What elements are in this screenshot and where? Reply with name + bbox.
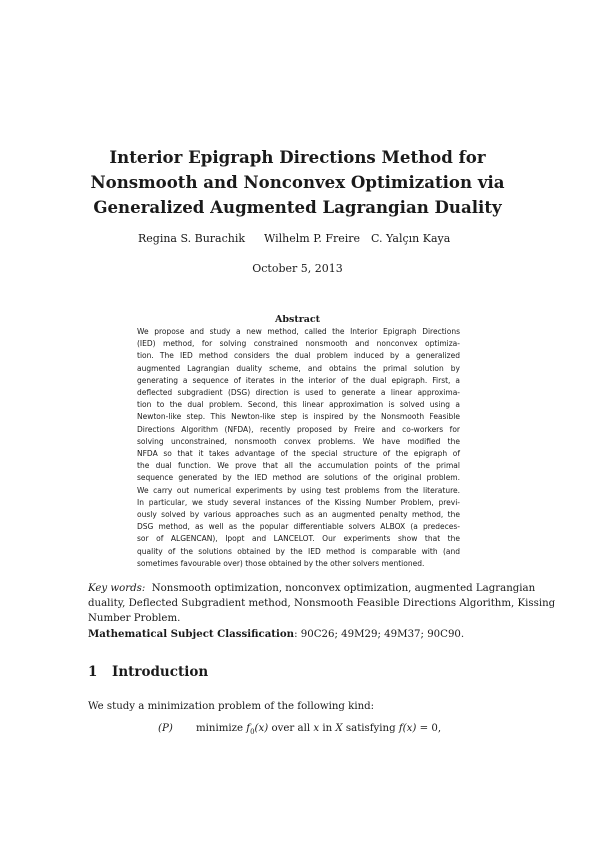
abstract-line: solving unconstrained, nonsmooth convex problems. We have modified the bbox=[137, 436, 460, 446]
abstract-line: We carry out numerical experiments by using test problems from the literature. bbox=[137, 485, 460, 495]
equation-symbol: (x) bbox=[254, 723, 269, 734]
abstract-line: (IED) method, for solving constrained nonsmooth and nonconvex optimiza- bbox=[137, 339, 460, 349]
keywords-line: duality, Deflected Subgradient method, Nonsmooth Feasible Directions Algorithm, Kissing bbox=[88, 598, 556, 610]
author-name: C. Yalçın Kaya bbox=[371, 232, 451, 245]
equation-text: = 0, bbox=[416, 723, 442, 734]
equation-symbol: f bbox=[246, 723, 251, 734]
keywords-text: Nonsmooth optimization, nonconvex optimization, augmented Lagrangian bbox=[151, 583, 536, 594]
equation-symbol: X bbox=[335, 723, 343, 734]
equation-symbol: f bbox=[398, 723, 403, 734]
keywords-line: Number Problem. bbox=[88, 613, 181, 625]
abstract-line: generating a sequence of iterates in the interior of the dual epigraph. First, a bbox=[137, 375, 460, 385]
author-name: Regina S. Burachik bbox=[138, 232, 246, 245]
paper-date: October 5, 2013 bbox=[252, 262, 343, 275]
equation-symbol: x bbox=[313, 723, 320, 734]
abstract-line: sequence generated by the IED method are solutions of the original problem. bbox=[137, 473, 460, 483]
paper-title bbox=[60, 145, 535, 220]
section-heading bbox=[88, 664, 208, 680]
msc-paragraph bbox=[88, 628, 508, 641]
equation-body bbox=[196, 722, 441, 739]
abstract-line: sometimes favourable over) those obtained by the other solvers mentioned. bbox=[137, 558, 425, 568]
author-name: Wilhelm P. Freire bbox=[264, 232, 361, 245]
abstract-line: ously solved by various approaches such as an augmented penalty method, the bbox=[137, 510, 460, 520]
abstract-line: tion to the dual problem. Second, this linear approximation is solved using a bbox=[137, 400, 460, 410]
title-line: Interior Epigraph Directions Method for bbox=[109, 147, 486, 167]
equation-label: (P) bbox=[158, 723, 173, 734]
keywords-paragraph bbox=[88, 581, 556, 627]
problem-equation bbox=[0, 722, 595, 736]
section-number: 1 bbox=[88, 664, 98, 680]
abstract-heading: Abstract bbox=[274, 314, 321, 325]
intro-paragraph: We study a minimization problem of the following kind: bbox=[88, 701, 375, 712]
abstract-line: We propose and study a new method, called the Interior Epigraph Directions bbox=[137, 327, 460, 336]
title-line: Nonsmooth and Nonconvex Optimization via bbox=[90, 172, 505, 192]
abstract-line: tion. The IED method considers the dual problem induced by a generalized bbox=[137, 351, 460, 361]
section-title: Introduction bbox=[112, 664, 209, 680]
equation-text: minimize bbox=[196, 723, 247, 734]
msc-codes: : 90C26; 49M29; 49M37; 90C90. bbox=[294, 629, 465, 640]
equation-symbol: (x) bbox=[402, 723, 417, 734]
abstract-line: the dual function. We prove that all the accumulation points of the primal bbox=[137, 461, 460, 471]
abstract-body bbox=[137, 326, 460, 570]
abstract-line: In particular, we study several instances of the Kissing Number Problem, previ- bbox=[137, 497, 460, 507]
abstract-line: augmented Lagrangian duality scheme, and obtains the primal solution by bbox=[137, 363, 460, 373]
equation-text: over all bbox=[268, 723, 314, 734]
equation-text: satisfying bbox=[342, 723, 399, 734]
abstract-line: Newton-like step. This Newton-like step is inspired by the Nonsmooth Feasible bbox=[137, 412, 460, 422]
title-line: Generalized Augmented Lagrangian Duality bbox=[93, 197, 502, 217]
abstract-line: quality of the solutions obtained by the IED method is comparable with (and bbox=[137, 546, 460, 556]
abstract-line: sor of ALGENCAN), Ipopt and LANCELOT. Our experiments show that the bbox=[137, 534, 460, 544]
keywords-label: Key words: bbox=[88, 583, 146, 594]
abstract-line: NFDA so that it takes advantage of the special structure of the epigraph of bbox=[137, 449, 460, 459]
equation-subscript: 0 bbox=[250, 728, 255, 737]
equation-text: in bbox=[319, 723, 336, 734]
abstract-line: deflected subgradient (DSG) direction is used to generate a linear approxima- bbox=[137, 388, 460, 398]
abstract-line: Directions Algorithm (NFDA), recently proposed by Freire and co-workers for bbox=[137, 424, 460, 434]
keywords-line bbox=[88, 581, 536, 596]
msc-label: Mathematical Subject Classification bbox=[88, 628, 295, 640]
abstract-line: DSG method, as well as the popular differentiable solvers ALBOX (a predeces- bbox=[137, 522, 460, 532]
